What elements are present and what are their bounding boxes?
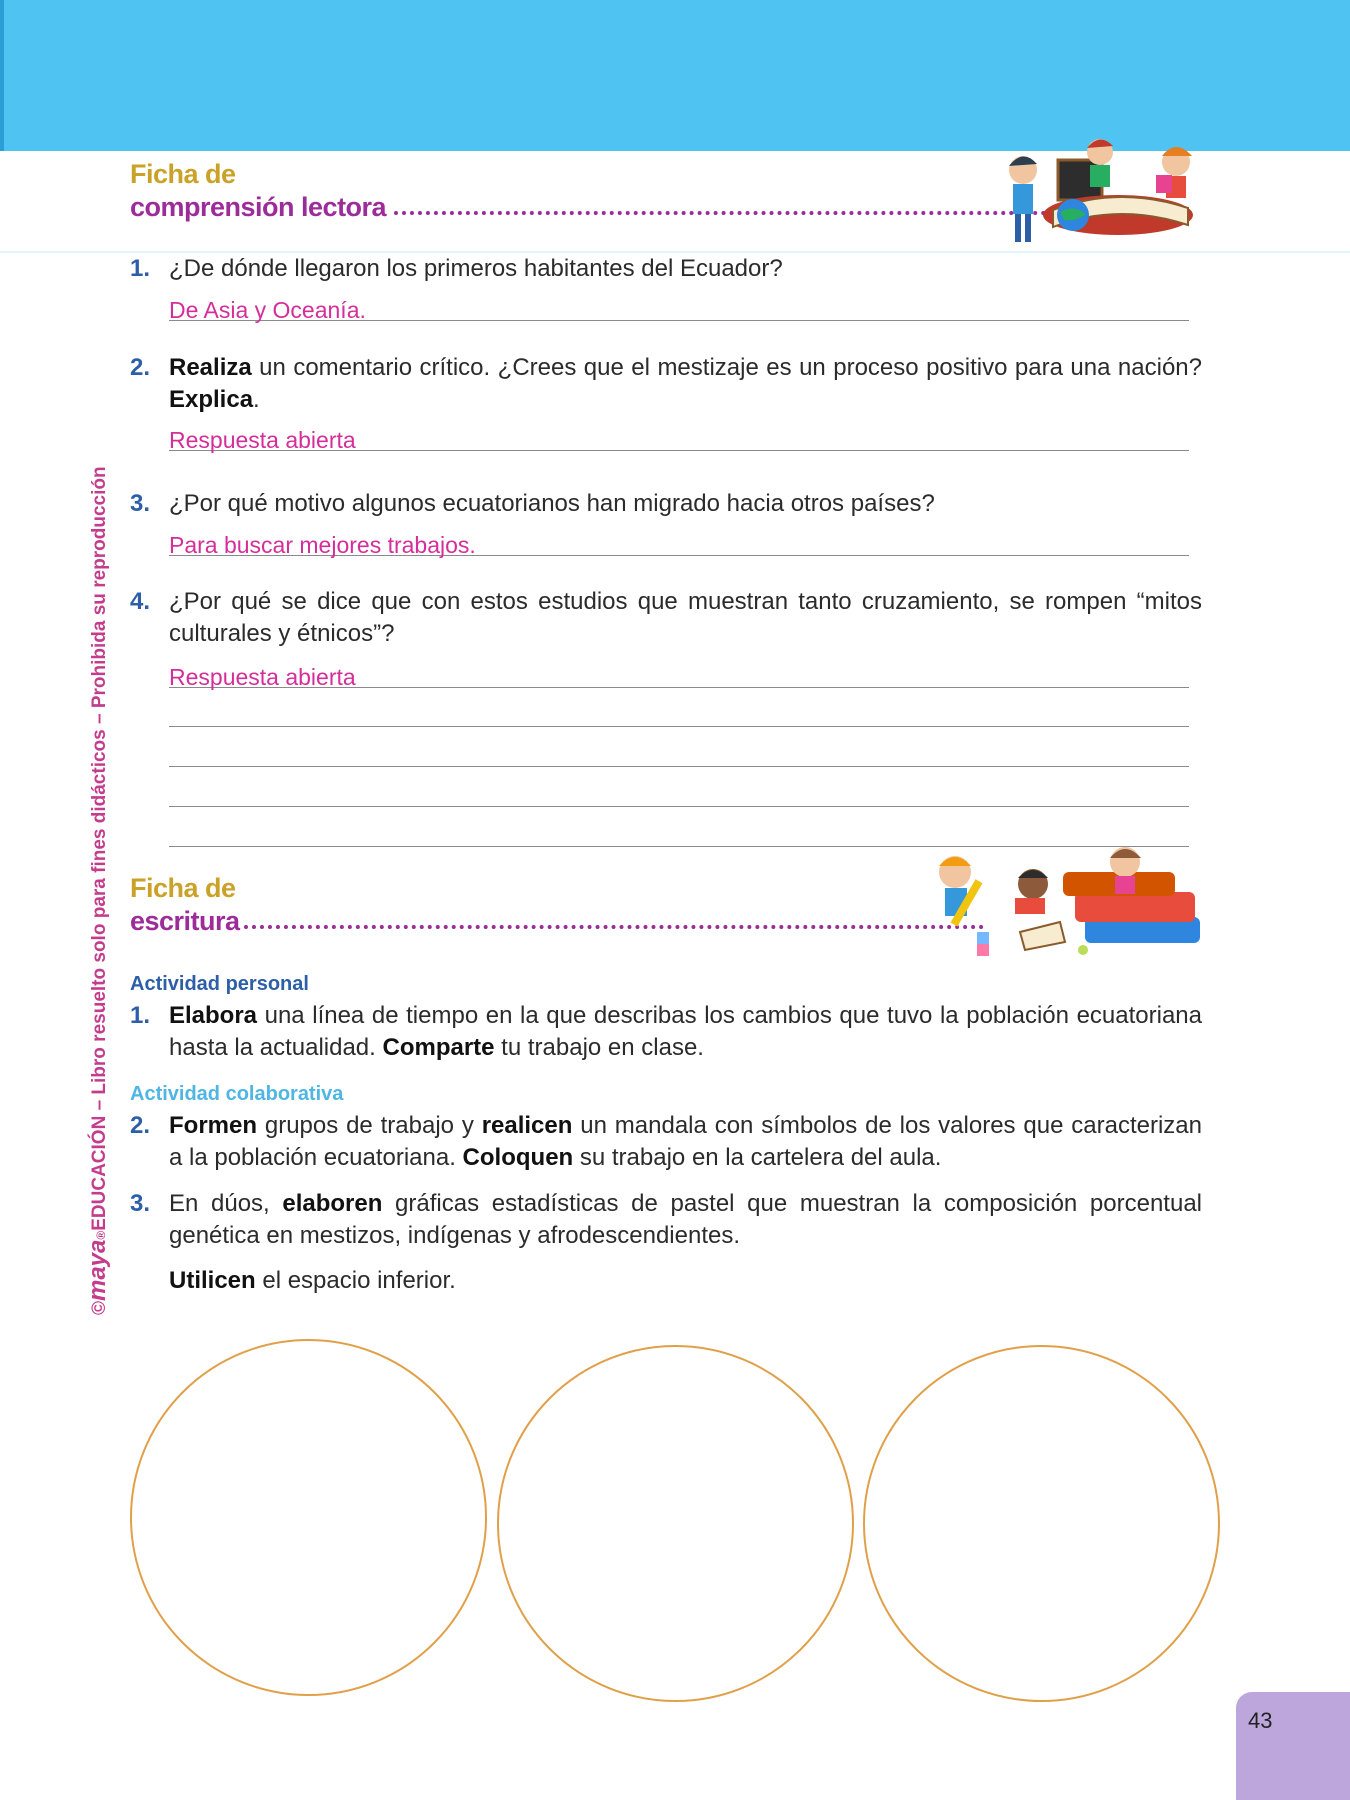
question-text: un comentario crítico. ¿Crees que el mestizaje es un proceso positivo para una nación?	[251, 354, 1202, 381]
question-number: 4.	[130, 588, 151, 615]
answer-line-4[interactable]	[169, 653, 1189, 688]
label-actividad-personal: Actividad personal	[130, 973, 309, 995]
section-heading-line2: comprensión lectora	[130, 192, 387, 222]
section-heading-line2: escritura	[130, 906, 240, 936]
answer-line-4d[interactable]	[169, 772, 1189, 807]
task-number: 3.	[130, 1190, 151, 1217]
label-actividad-colaborativa: Actividad colaborativa	[130, 1083, 344, 1105]
task-text: En dúos,	[169, 1190, 283, 1217]
pie-chart-circle-1[interactable]	[130, 1339, 487, 1696]
verb: Utilicen	[169, 1267, 256, 1294]
section-heading-line1: Ficha de	[130, 159, 236, 189]
verb-realiza: Realiza	[169, 354, 252, 381]
question-number: 2.	[130, 354, 151, 381]
pie-chart-circle-3[interactable]	[863, 1345, 1220, 1702]
dotted-rule	[244, 925, 984, 929]
pie-chart-circle-2[interactable]	[497, 1345, 854, 1702]
question-text: ¿De dónde llegaron los primeros habitantes del Ecuador?	[169, 255, 783, 282]
copyright-symbol: ©	[89, 1301, 110, 1315]
section-heading-escritura	[130, 872, 984, 938]
header-band	[0, 0, 1350, 151]
answer-line-1[interactable]	[169, 286, 1189, 321]
answer-line-4c[interactable]	[169, 732, 1189, 767]
kids-writing-illustration	[915, 842, 1205, 962]
verb: elaboren	[282, 1190, 383, 1217]
section-heading-comprension	[130, 158, 1062, 224]
task-number: 2.	[130, 1112, 151, 1139]
question-text: ¿Por qué motivo algunos ecuatorianos han migrado hacia otros países?	[169, 490, 935, 517]
task-3	[130, 1188, 1202, 1252]
question-number: 3.	[130, 490, 151, 517]
answer-text: De Asia y Oceanía.	[169, 297, 366, 323]
kids-reading-illustration	[998, 130, 1208, 254]
task-text: gráficas estadísticas de pastel que muestran la composición porcentual genética en mestizos, indígenas y afrodescendientes.	[169, 1190, 1203, 1249]
question-4	[130, 586, 1202, 650]
verb: Comparte	[382, 1034, 495, 1061]
page-number: 43	[1248, 1708, 1273, 1733]
task-3-instruction	[130, 1265, 1202, 1297]
task-text: tu trabajo en clase.	[494, 1034, 704, 1061]
question-2	[130, 352, 1202, 416]
verb: Coloquen	[462, 1144, 574, 1171]
answer-line-2[interactable]	[169, 416, 1189, 451]
side-copyright	[84, 466, 112, 1315]
verb-explica: Explica	[169, 386, 254, 413]
answer-line-4b[interactable]	[169, 692, 1189, 727]
task-text: un mandala con símbolos de los valores que caracterizan a la población ecuatoriana.	[169, 1112, 1202, 1171]
answer-text: Para buscar mejores trabajos.	[169, 532, 476, 558]
question-text: ¿Por qué se dice que con estos estudios que muestran tanto cruzamiento, se rompen “mitos culturales y étnicos”?	[169, 588, 1202, 647]
question-1	[130, 253, 1202, 285]
answer-text: Respuesta abierta	[169, 664, 356, 690]
dotted-rule	[394, 211, 1062, 215]
verb: realicen	[481, 1112, 573, 1139]
question-tail: .	[253, 386, 260, 413]
task-text: el espacio inferior.	[255, 1267, 456, 1294]
page-number-tab	[1236, 1692, 1350, 1800]
side-copyright-text: EDUCACIÓN – Libro resuelto solo para fines didácticos – Prohibida su reproducción	[89, 466, 110, 1231]
task-1	[130, 1000, 1202, 1064]
answer-text: Respuesta abierta	[169, 427, 356, 453]
registered-symbol: ®	[94, 1230, 108, 1240]
answer-line-3[interactable]	[169, 521, 1189, 556]
verb: Elabora	[169, 1002, 258, 1029]
brand-logo: maya	[84, 1239, 111, 1301]
verb: Formen	[169, 1112, 258, 1139]
task-text: grupos de trabajo y	[257, 1112, 482, 1139]
task-text: una línea de tiempo en la que describas los cambios que tuvo la población ecuatoriana hasta la actualidad.	[169, 1002, 1202, 1061]
question-number: 1.	[130, 255, 151, 282]
question-3	[130, 488, 1202, 520]
section-heading-line1: Ficha de	[130, 873, 236, 903]
task-number: 1.	[130, 1002, 151, 1029]
task-2	[130, 1110, 1202, 1174]
task-text: su trabajo en la cartelera del aula.	[573, 1144, 942, 1171]
